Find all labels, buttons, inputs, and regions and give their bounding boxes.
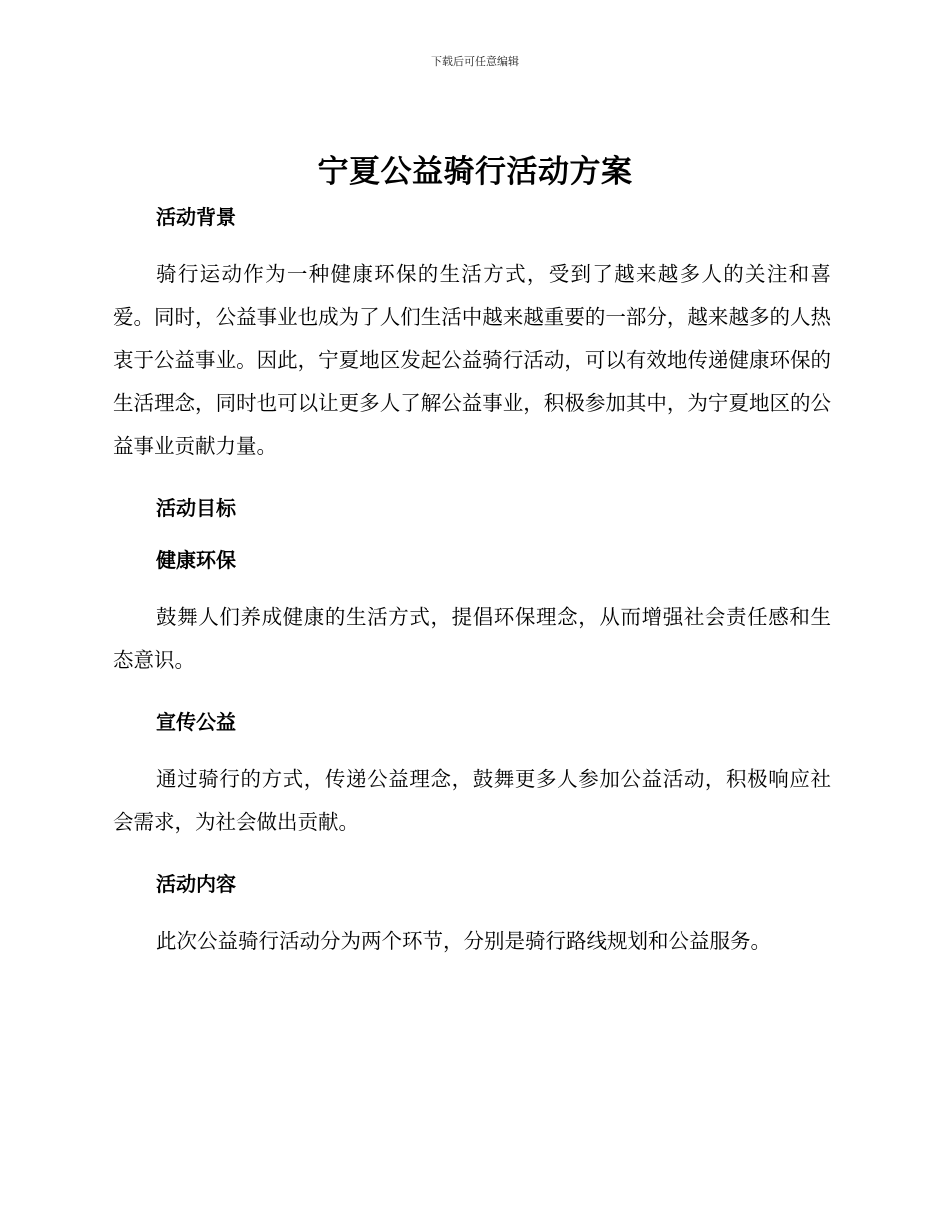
section-heading-content: 活动内容 [156, 872, 236, 896]
section-heading-background: 活动背景 [156, 205, 236, 229]
subheading-health-environment: 健康环保 [156, 548, 236, 572]
subheading-promote-charity: 宣传公益 [156, 710, 236, 734]
document-body [113, 203, 831, 989]
paragraph-promote-charity: 通过骑行的方式，传递公益理念，鼓舞更多人参加公益活动，积极响应社会需求，为社会做出贡献。 [113, 767, 831, 834]
header-note: 下载后可任意编辑 [431, 55, 519, 68]
document-title: 宁夏公益骑行活动方案 [317, 154, 633, 190]
paragraph-content: 此次公益骑行活动分为两个环节，分别是骑行路线规划和公益服务。 [156, 929, 771, 953]
paragraph-background: 骑行运动作为一种健康环保的生活方式，受到了越来越多人的关注和喜爱。同时，公益事业也成为了人们生活中越来越重要的一部分，越来越多的人热衷于公益事业。因此，宁夏地区发起公益骑行活动，可以有效地传递健康环保的生活理念，同时也可以让更多人了解公益事业，积极参加其中，为宁夏地区的公益事业贡献力量。 [113, 262, 831, 458]
paragraph-health-environment: 鼓舞人们养成健康的生活方式，提倡环保理念，从而增强社会责任感和生态意识。 [113, 605, 831, 672]
section-heading-goals: 活动目标 [156, 496, 236, 520]
